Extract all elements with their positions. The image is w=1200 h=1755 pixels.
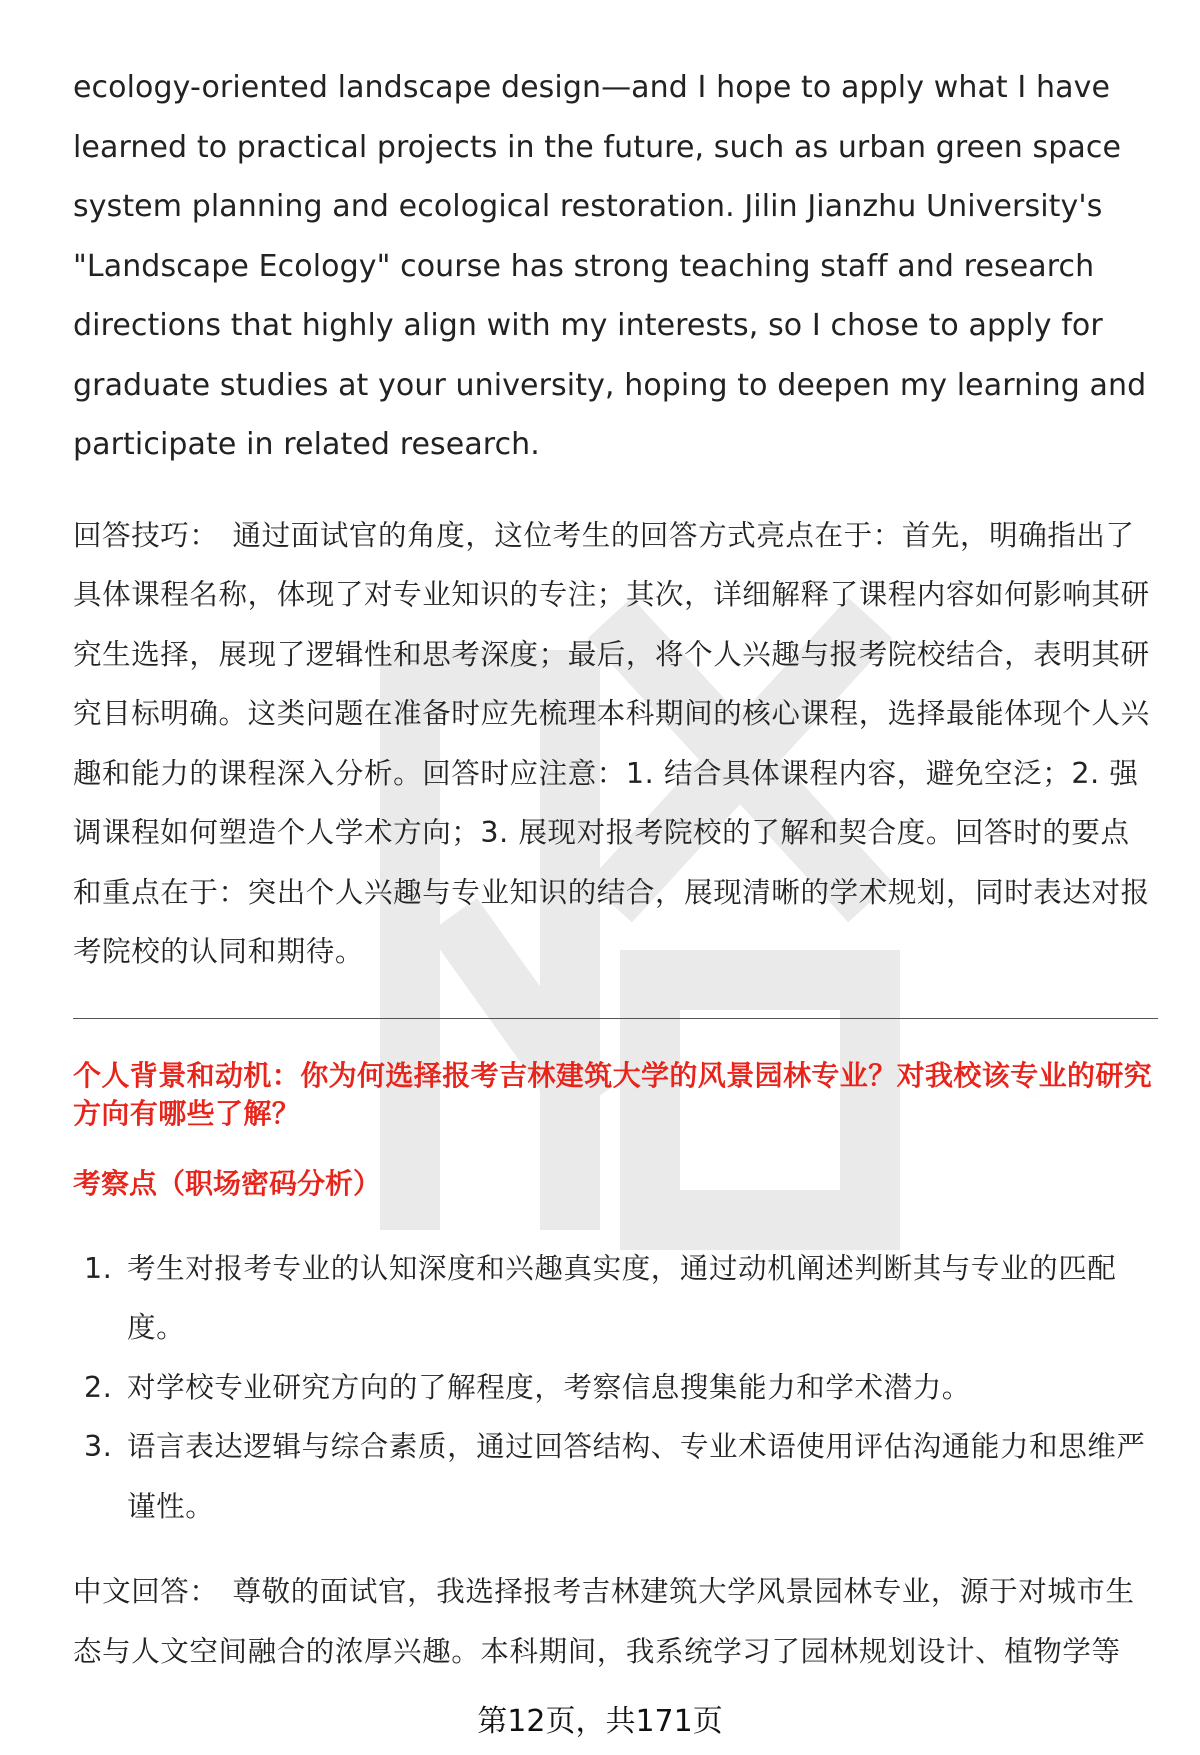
chinese-answer-text: 尊敬的面试官，我选择报考吉林建筑大学风景园林专业，源于对城市生态与人文空间融合的浓厚兴趣。本科期间，我系统学习了园林规划设计、植物学等 xyxy=(73,1575,1135,1668)
assessment-heading: 考察点（职场密码分析） xyxy=(73,1166,382,1200)
list-item xyxy=(73,1239,1158,1358)
english-answer-paragraph: ecology-oriented landscape design—and I hope to apply what I have learned to practical projects in the future, such as urban green space system planning and ecological restoration. Jilin Jianzhu University's "Landscape Ecology" course has strong teaching staff and research directions that highly align with my interests, so I chose to apply for graduate studies at your university, hoping to deepen my learning and participate in related research. xyxy=(73,70,1147,462)
list-item xyxy=(73,1358,1158,1418)
chinese-answer-paragraph xyxy=(73,1562,1158,1681)
list-item-text: 考生对报考专业的认知深度和兴趣真实度，通过动机阐述判断其与专业的匹配度。 xyxy=(127,1251,1117,1344)
tips-paragraph xyxy=(73,506,1158,982)
main-content xyxy=(73,58,1158,1681)
list-item-number: 3. xyxy=(84,1430,113,1463)
page-number-footer: 第12页，共171页 xyxy=(477,1704,723,1739)
chinese-answer-label: 中文回答： xyxy=(73,1575,219,1608)
tips-text: 通过面试官的角度，这位考生的回答方式亮点在于：首先，明确指出了具体课程名称，体现了对专业知识的专注；其次，详细解释了课程内容如何影响其研究生选择，展现了逻辑性和思考深度；最后，将个人兴趣与报考院校结合，表明其研究目标明确。这类问题在准备时应先梳理本科期间的核心课程，选择最能体现个人兴趣和能力的课程深入分析。回答时应注意：1. 结合具体课程内容，避免空泛；2. 强调课程如何塑造个人学术方向；3. 展现对报考院校的了解和契合度。回答时的要点和重点在于：突出个人兴趣与专业知识的结合，展现清晰的学术规划，同时表达对报考院校的认同和期待。 xyxy=(73,518,1150,968)
question-heading: 个人背景和动机：你为何选择报考吉林建筑大学的风景园林专业？对我校该专业的研究方向有哪些了解？ xyxy=(73,1058,1153,1130)
section-divider xyxy=(73,1018,1158,1019)
list-item-text: 对学校专业研究方向的了解程度，考察信息搜集能力和学术潜力。 xyxy=(127,1370,971,1404)
list-item-number: 1. xyxy=(84,1251,113,1285)
assessment-list xyxy=(73,1239,1158,1537)
list-item-text: 语言表达逻辑与综合素质，通过回答结构、专业术语使用评估沟通能力和思维严谨性。 xyxy=(127,1430,1146,1523)
tips-label: 回答技巧： xyxy=(73,518,219,552)
list-item-number: 2. xyxy=(84,1370,113,1404)
list-item xyxy=(73,1417,1158,1536)
